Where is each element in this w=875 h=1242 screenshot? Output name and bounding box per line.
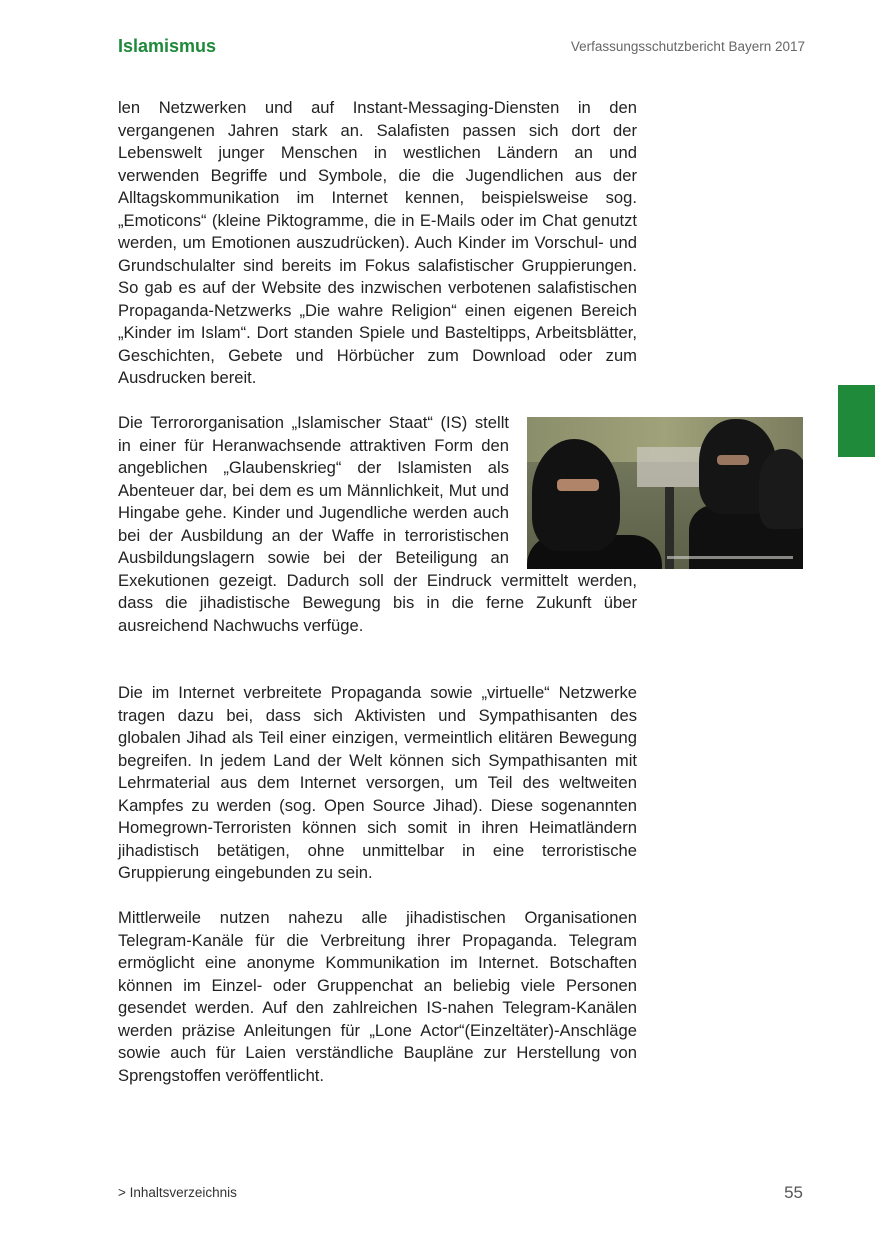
page-number: 55 [784, 1183, 803, 1202]
report-title: Verfassungsschutzbericht Bayern 2017 [570, 39, 805, 54]
body-paragraph-with-figure [118, 412, 637, 637]
body-paragraph: Mittlerweile nutzen nahezu alle jihadistischen Organisationen Telegram-Kanäle für die Verbreitung ihrer Propaganda. Telegram ermöglicht eine anonyme Kommunikation im Internet. Botschaften können im Einzel- oder Gruppenchat an beliebig viele Personen gesendet werden. Auf den zahlreichen IS-nahen Telegram-Kanälen werden präzise Anleitungen für „Lone Actor“(Einzeltäter)-Anschläge sowie auch für Laien verständliche Baupläne zur Herstellung von Sprengstoffen veröffentlicht. [118, 908, 637, 1085]
body-paragraph: Die im Internet verbreitete Propaganda sowie „virtuelle“ Netzwerke tragen dazu bei, dass sich Aktivisten und Sympathisanten des globalen Jihad als Teil einer einzigen, vermeintlich elitären Bewegung begreifen. In jedem Land der Welt können sich Sympathisanten mit Lehrmaterial aus dem Internet versorgen, um Teil des weltweiten Kampfes zu werden (sog. Open Source Jihad). Diese sogenannten Homegrown-Terroristen können sich somit in ihren Heimatländern jihadistisch betätigen, ohne unmittelbar in eine terroristische Gruppierung eingebunden zu sein. [118, 683, 637, 882]
propaganda-photo [527, 417, 803, 569]
paragraph-text: Die Terrororganisation „Islamischer Staat“ (IS) stellt in einer für Heranwachsende attraktiven Form den angeblichen „Glaubenskrieg“ der Islamisten als Abenteuer dar, bei dem es um Männlichkeit, Mut und Hingabe gehe. Kinder und Jugendliche werden auch bei der Ausbildung an der Waffe in terroristischen Ausbildungslagern sowie bei der Beteiligung an Exekutionen gezeigt. Dadurch soll der Eindruck vermittelt werden, dass die jihadistische Bewegung bis in die ferne Zukunft über ausreichend Nachwuchs verfüge. [118, 413, 637, 635]
body-paragraph: len Netzwerken und auf Instant-Messaging-Diensten in den vergangenen Jahren stark an. Salafisten passen sich dort der Lebenswelt junger Menschen in westlichen Ländern an und verwenden Begriffe und Symbole, die die Jugendlichen aus der Alltagskommunikation im Internet kennen, beispielsweise sog. „Emoticons“ (kleine Piktogramme, die in E-Mails oder im Chat genutzt werden, um Emotionen auszudrücken). Auch Kinder im Vorschul- und Grundschulalter sind bereits im Fokus salafistischer Gruppierungen. So gab es auf der Website des inzwischen verbotenen salafistischen Propaganda-Netzwerks „Die wahre Religion“ einen eigenen Bereich „Kinder im Islam“. Dort standen Spiele und Basteltipps, Arbeitsblätter, Geschichten, Gebete und Hörbücher zum Download oder zum Ausdrucken bereit. [118, 98, 637, 387]
chapter-marker-tab [838, 385, 875, 457]
table-of-contents-link[interactable]: > Inhaltsverzeichnis [118, 1185, 237, 1200]
section-title: Islamismus [118, 36, 217, 56]
